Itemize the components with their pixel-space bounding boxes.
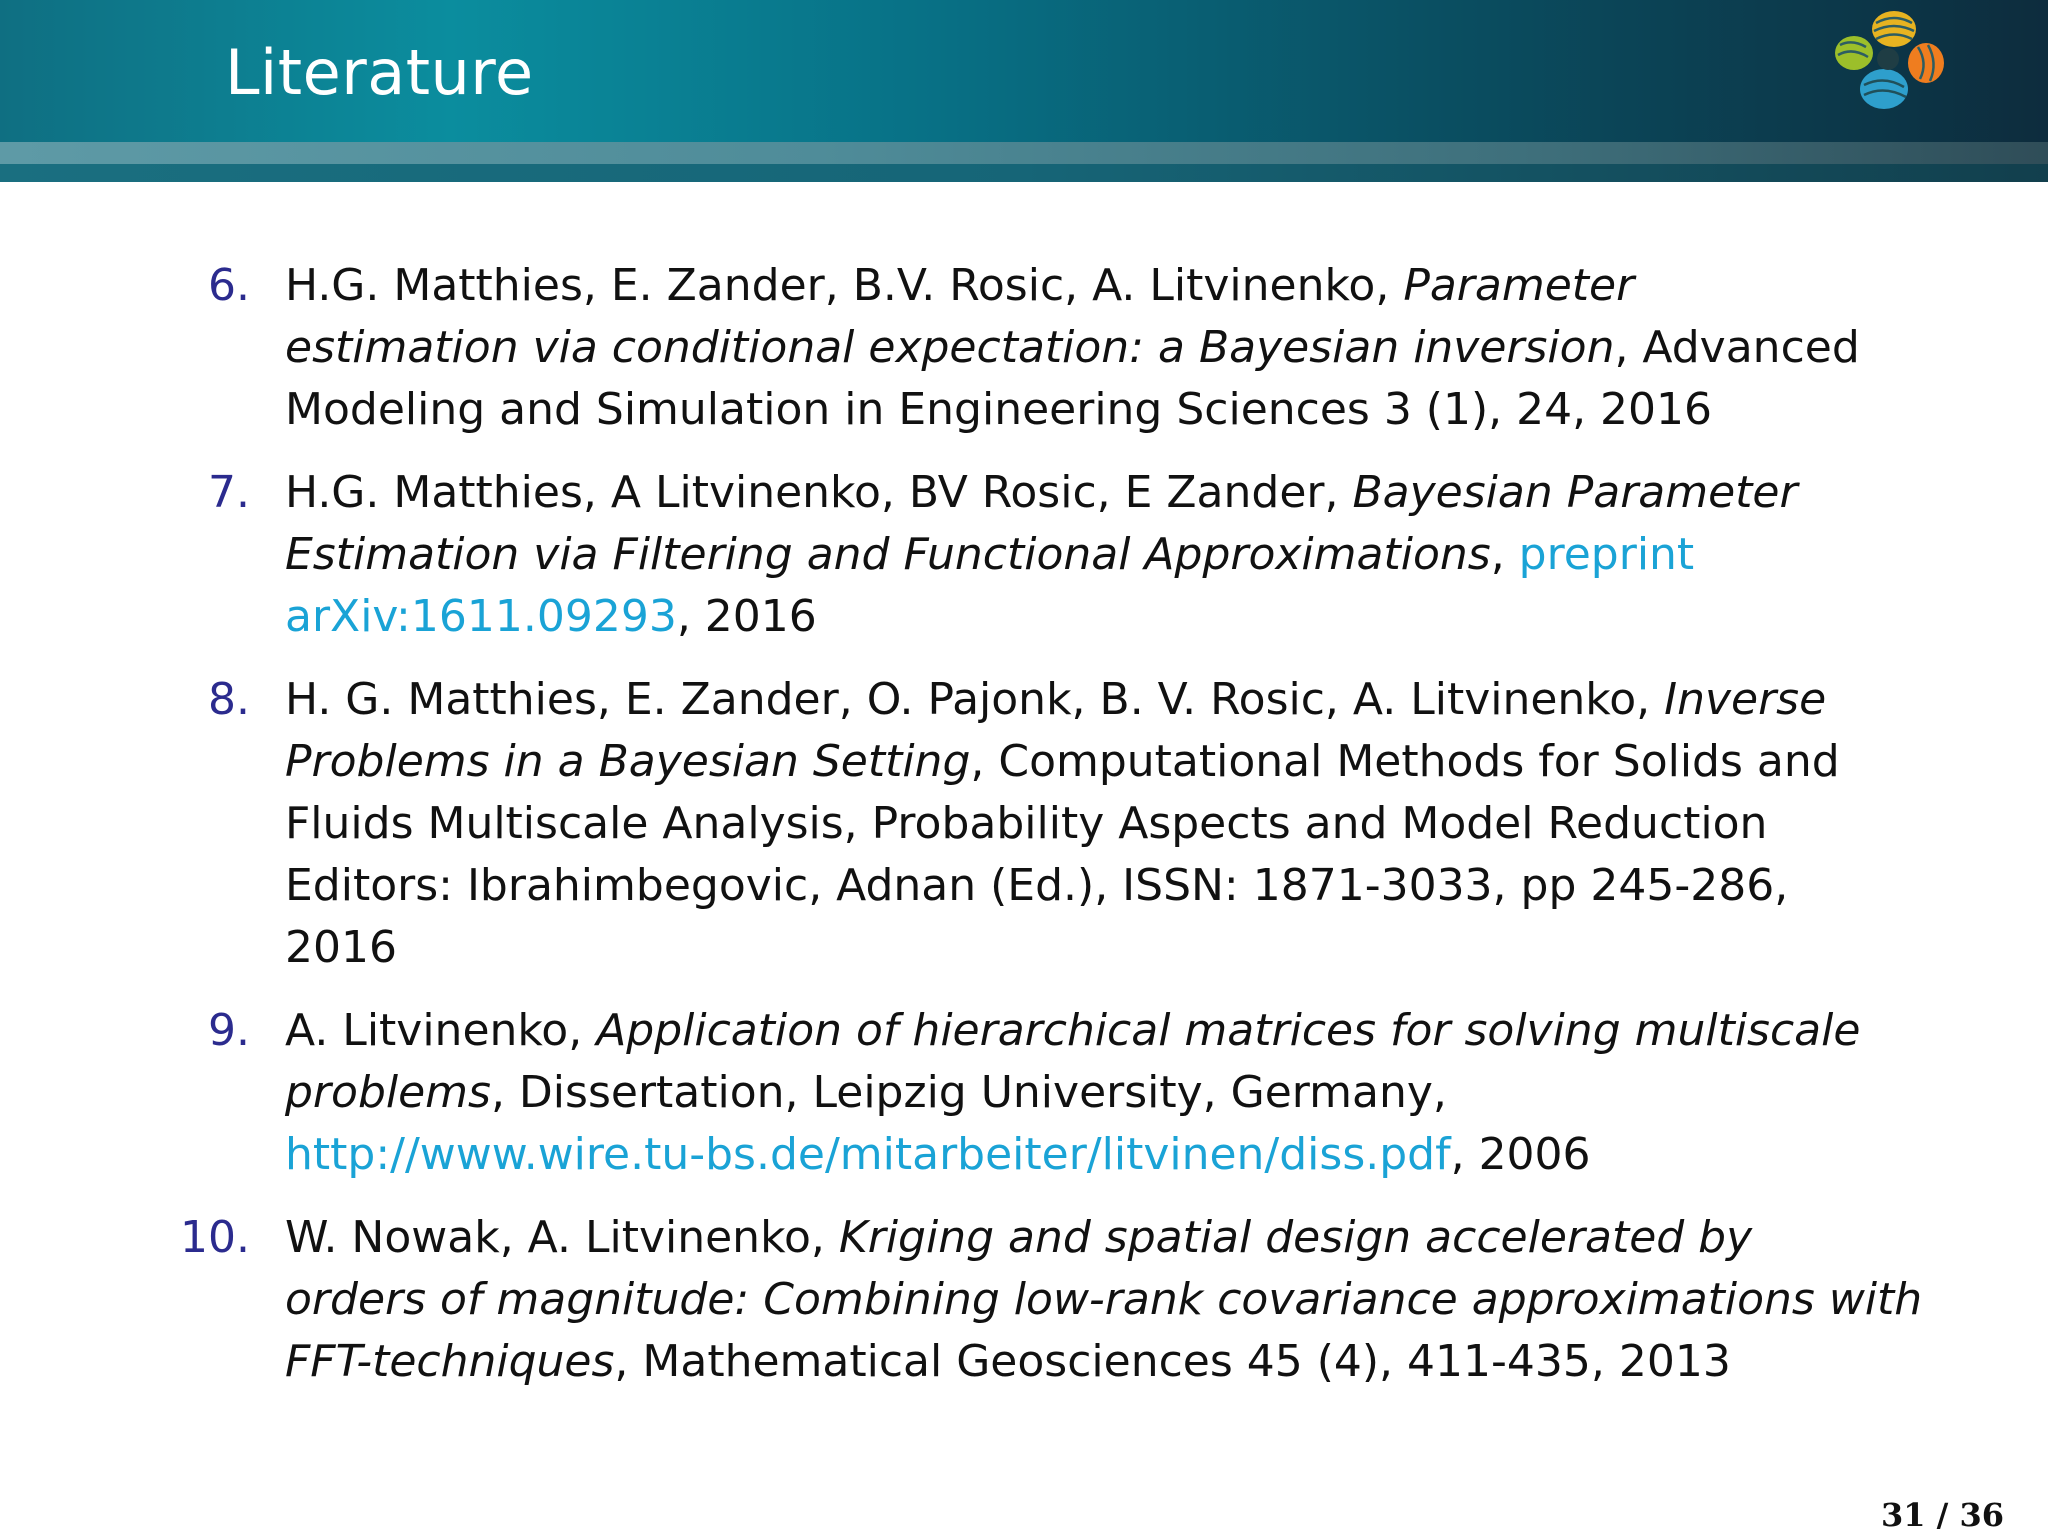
reference-line: estimation via conditional expectation: a Bayesian inversion, Advanced (285, 322, 1860, 373)
page-number (1881, 1496, 2004, 1534)
reference-line: http://www.wire.tu-bs.de/mitarbeiter/litvinen/diss.pdf, 2006 (285, 1129, 1591, 1180)
reference-number: 8. (208, 674, 250, 725)
arxiv-link[interactable]: preprint (1518, 529, 1695, 580)
reference-line: H. G. Matthies, E. Zander, O. Pajonk, B. V. Rosic, A. Litvinenko, Inverse (285, 674, 1827, 725)
reference-line: problems, Dissertation, Leipzig University, Germany, (285, 1067, 1447, 1118)
reference-number: 7. (208, 467, 250, 518)
reference-text (285, 1207, 1925, 1393)
reference-line: 2016 (285, 922, 397, 973)
reference-line: W. Nowak, A. Litvinenko, Kriging and spatial design accelerated by (285, 1212, 1753, 1263)
reference-line: orders of magnitude: Combining low-rank covariance approximations with (285, 1274, 1923, 1325)
arxiv-link[interactable]: arXiv:1611.09293 (285, 591, 677, 642)
page-total: 36 (1959, 1496, 2004, 1534)
reference-item (0, 1000, 2048, 1186)
reference-line: arXiv:1611.09293, 2016 (285, 591, 817, 642)
slide-title: Literature (225, 36, 534, 109)
reference-line: Modeling and Simulation in Engineering Sciences 3 (1), 24, 2016 (285, 384, 1713, 435)
page-current: 31 (1880, 1496, 1926, 1534)
reference-text (285, 462, 1925, 648)
reference-item (0, 255, 2048, 441)
reference-number: 9. (208, 1005, 250, 1056)
reference-list (0, 255, 2048, 1414)
dissertation-link[interactable]: http://www.wire.tu-bs.de/mitarbeiter/litvinen/diss.pdf (285, 1129, 1451, 1180)
slide-header (0, 0, 2048, 142)
reference-item (0, 669, 2048, 979)
reference-text (285, 255, 1925, 441)
reference-number: 10. (180, 1212, 250, 1263)
header-band (0, 142, 2048, 164)
reference-line: A. Litvinenko, Application of hierarchical matrices for solving multiscale (285, 1005, 1861, 1056)
reference-number: 6. (208, 260, 250, 311)
reference-line: FFT-techniques, Mathematical Geosciences 45 (4), 411-435, 2013 (285, 1336, 1731, 1387)
reference-item (0, 1207, 2048, 1393)
reference-text (285, 1000, 1925, 1186)
page-separator: / (1936, 1496, 1949, 1534)
reference-line: Estimation via Filtering and Functional Approximations, preprint (285, 529, 1695, 580)
header-band-line (0, 164, 2048, 182)
reference-text (285, 669, 1925, 979)
reference-line: H.G. Matthies, E. Zander, B.V. Rosic, A. Litvinenko, Parameter (285, 260, 1635, 311)
reference-line: Problems in a Bayesian Setting, Computational Methods for Solids and (285, 736, 1840, 787)
reference-item (0, 462, 2048, 648)
reference-line: Editors: Ibrahimbegovic, Adnan (Ed.), ISSN: 1871-3033, pp 245-286, (285, 860, 1789, 911)
reference-line: Fluids Multiscale Analysis, Probability Aspects and Model Reduction (285, 798, 1768, 849)
reference-line: H.G. Matthies, A Litvinenko, BV Rosic, E Zander, Bayesian Parameter (285, 467, 1798, 518)
institution-logo-icon (1830, 5, 1948, 117)
